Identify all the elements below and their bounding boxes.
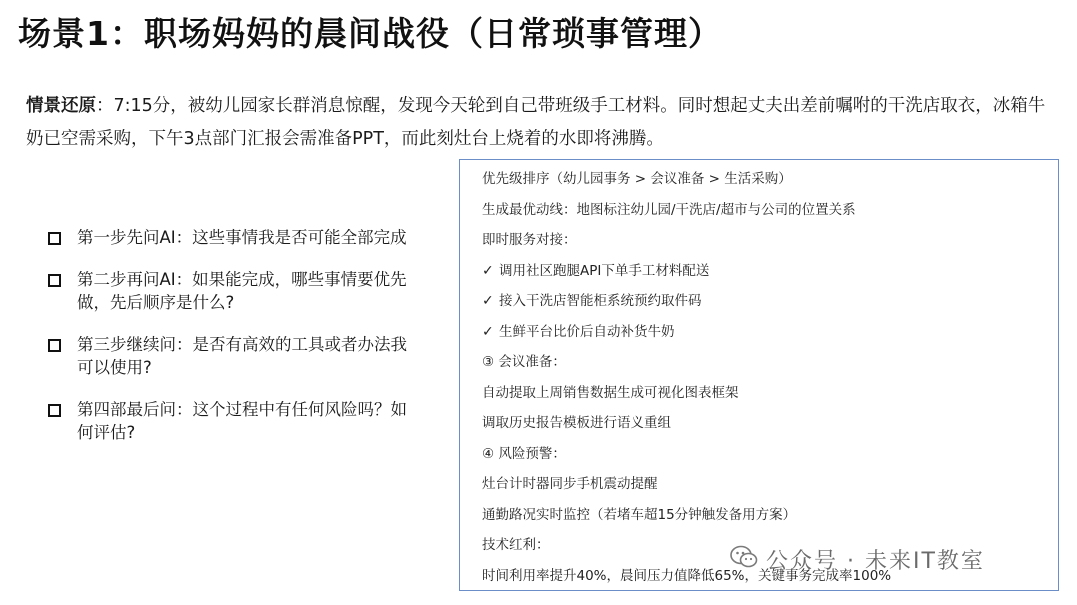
panel-line	[482, 225, 1058, 256]
panel-line-text: ③ 会议准备：	[482, 354, 566, 370]
panel-line	[482, 408, 1058, 439]
page-title: 场景1：职场妈妈的晨间战役（日常琐事管理）	[18, 14, 722, 53]
panel-line-text: 接入干洗店智能柜系统预约取件码	[499, 293, 702, 309]
list-item	[48, 226, 418, 249]
watermark	[730, 544, 985, 575]
square-bullet-icon	[48, 339, 61, 352]
panel-line	[482, 469, 1058, 500]
panel-line	[482, 256, 1058, 287]
panel-line	[482, 286, 1058, 317]
list-item	[48, 398, 418, 444]
panel-line	[482, 439, 1058, 470]
panel-line-text: 生鲜平台比价后自动补货牛奶	[499, 323, 675, 340]
square-bullet-icon	[48, 232, 61, 245]
step-text: 第二步再问AI：如果能完成，哪些事情要优先做，先后顺序是什么?	[77, 270, 407, 312]
list-item	[48, 333, 418, 379]
panel-line	[482, 500, 1058, 531]
checkmark-icon: ✓	[482, 323, 494, 340]
panel-line-text: 生成最优动线：地图标注幼儿园/干洗店/超市与公司的位置关系	[482, 201, 856, 218]
wechat-icon	[730, 545, 758, 575]
panel-line-text: 调取历史报告模板进行语义重组	[482, 415, 671, 431]
panel-line	[482, 195, 1058, 226]
panel-line-text: 技术红利：	[482, 537, 550, 553]
square-bullet-icon	[48, 274, 61, 287]
panel-line	[482, 347, 1058, 378]
watermark-text: 公众号 · 未来IT教室	[766, 549, 985, 574]
list-item	[48, 268, 418, 314]
panel-line-text: ④ 风险预警：	[482, 445, 566, 462]
panel-line-text: 时间利用率提升40%，晨间压力值降低65%，关键事务完成率100%	[482, 567, 892, 584]
panel-line	[482, 378, 1058, 409]
step-text: 第四部最后问：这个过程中有任何风险吗？如何评估?	[77, 400, 407, 442]
square-bullet-icon	[48, 404, 61, 417]
scenario-label: 情景还原	[26, 96, 96, 116]
panel-line-text: 通勤路况实时监控（若堵车超15分钟触发备用方案）	[482, 506, 797, 523]
panel-line	[482, 317, 1058, 348]
panel-line-text: 即时服务对接：	[482, 232, 577, 248]
checkmark-icon: ✓	[482, 262, 494, 279]
panel-line-text: 自动提取上周销售数据生成可视化图表框架	[482, 384, 739, 401]
solution-panel	[459, 159, 1059, 591]
checkmark-icon: ✓	[482, 293, 494, 309]
panel-line-text: 优先级排序（幼儿园事务 > 会议准备 > 生活采购）	[482, 171, 792, 187]
step-text: 第三步继续问：是否有高效的工具或者办法我可以使用?	[77, 335, 407, 377]
steps-list	[48, 226, 418, 463]
panel-line	[482, 164, 1058, 195]
panel-line-text: 灶台计时器同步手机震动提醒	[482, 476, 658, 492]
step-text: 第一步先问AI：这些事情我是否可能全部完成	[77, 228, 407, 247]
panel-line-text: 调用社区跑腿API下单手工材料配送	[499, 262, 710, 279]
scenario-text: ：7:15分，被幼儿园家长群消息惊醒，发现今天轮到自己带班级手工材料。同时想起丈夫出差前嘱咐的干洗店取衣，冰箱牛奶已空需采购，下午3点部门汇报会需准备PPT，而此刻灶台上烧着的水即将沸腾。	[26, 96, 1046, 149]
scenario-paragraph	[26, 90, 1056, 156]
